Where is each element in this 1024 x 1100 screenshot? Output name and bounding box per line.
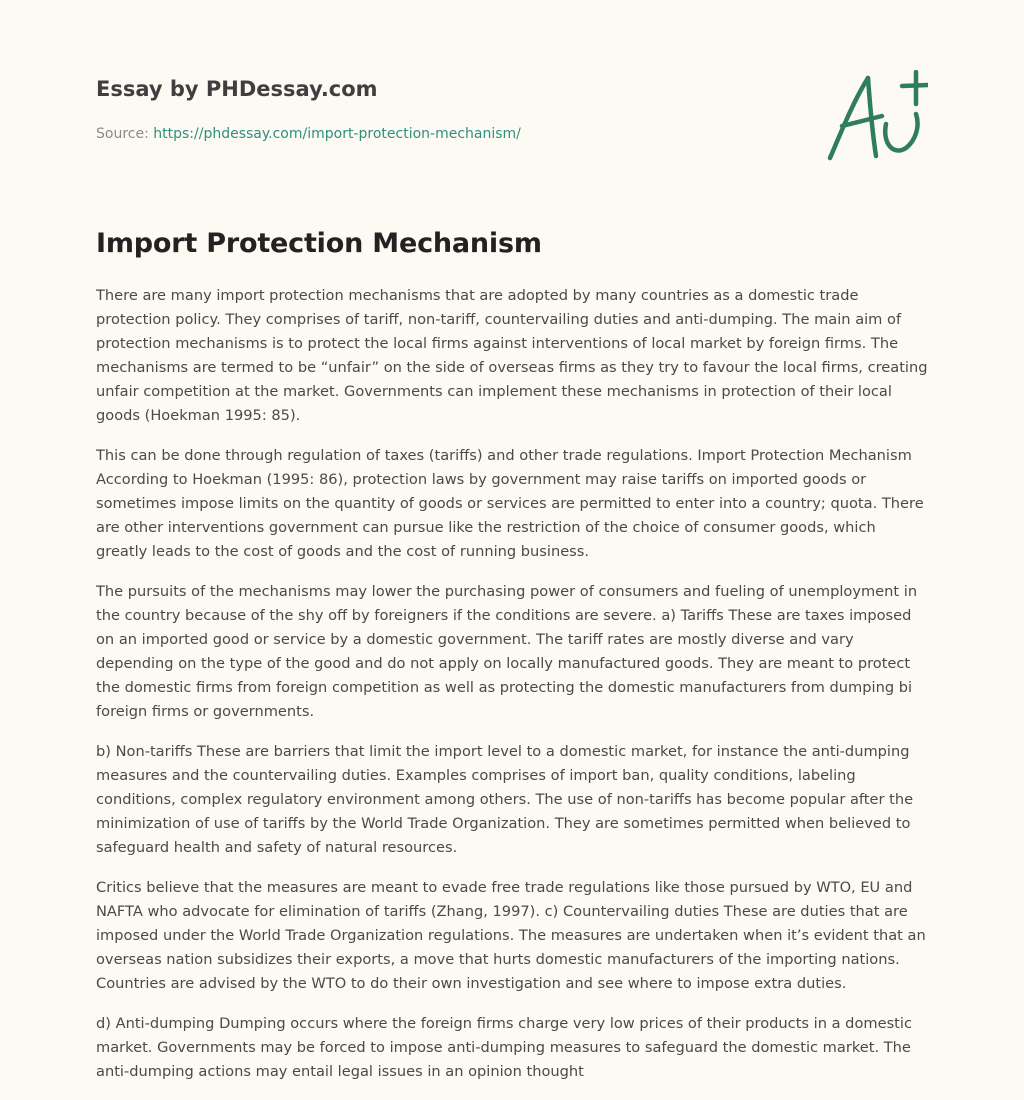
site-brand: Essay by PHDessay.com [96, 77, 378, 101]
essay-paragraph: d) Anti-dumping Dumping occurs where the foreign firms charge very low prices of their products in a domestic market. Governments may be forced to impose anti-dumping measures to safeguard the domestic market. The anti-dumping actions may entail legal issues in an opinion thought [96, 1015, 912, 1080]
page-header [96, 74, 928, 174]
a-plus-logo-icon [824, 70, 928, 166]
essay-title: Import Protection Mechanism [96, 228, 542, 259]
essay-body [96, 284, 928, 1100]
source-line [96, 124, 521, 144]
essay-paragraph: There are many import protection mechanisms that are adopted by many countries as a domestic trade protection policy. They comprises of tariff, non-tariff, countervailing duties and anti-dumping. The main aim of protection mechanisms is to protect the local firms against interventions of local market by foreign firms. The mechanisms are termed to be “unfair” on the side of overseas firms as they try to favour the local firms, creating unfair competition at the market. Governments can implement these mechanisms in protection of their local goods (Hoekman 1995: 85). [96, 287, 928, 424]
essay-paragraph: The pursuits of the mechanisms may lower the purchasing power of consumers and fueling of unemployment in the country because of the shy off by foreigners if the conditions are severe. a) Tariffs These are taxes imposed on an imported good or service by a domestic government. The tariff rates are mostly diverse and vary depending on the type of the good and do not apply on locally manufactured goods. They are meant to protect the domestic firms from foreign competition as well as protecting the domestic manufacturers from dumping bi foreign firms or governments. [96, 583, 918, 720]
essay-paragraph: Critics believe that the measures are meant to evade free trade regulations like those pursued by WTO, EU and NAFTA who advocate for elimination of tariffs (Zhang, 1997). c) Countervailing duties These are duties that are imposed under the World Trade Organization regulations. The measures are undertaken when it’s evident that an overseas nation subsidizes their exports, a move that hurts domestic manufacturers of the importing nations. Countries are advised by the WTO to do their own investigation and see where to impose extra duties. [96, 879, 926, 992]
source-label: Source: [96, 126, 149, 142]
source-link[interactable]: https://phdessay.com/import-protection-mechanism/ [153, 126, 521, 142]
essay-paragraph: b) Non-tariffs These are barriers that limit the import level to a domestic market, for instance the anti-dumping measures and the countervailing duties. Examples comprises of import ban, quality conditions, labeling conditions, complex regulatory environment among others. The use of non-tariffs has become popular after the minimization of use of tariffs by the World Trade Organization. They are sometimes permitted when believed to safeguard health and safety of natural resources. [96, 743, 914, 856]
essay-paragraph: This can be done through regulation of taxes (tariffs) and other trade regulations. Import Protection Mechanism According to Hoekman (1995: 86), protection laws by government may raise tariffs on imported goods or sometimes impose limits on the quantity of goods or services are permitted to enter into a country; quota. There are other interventions government can pursue like the restriction of the choice of consumer goods, which greatly leads to the cost of goods and the cost of running business. [96, 447, 924, 560]
